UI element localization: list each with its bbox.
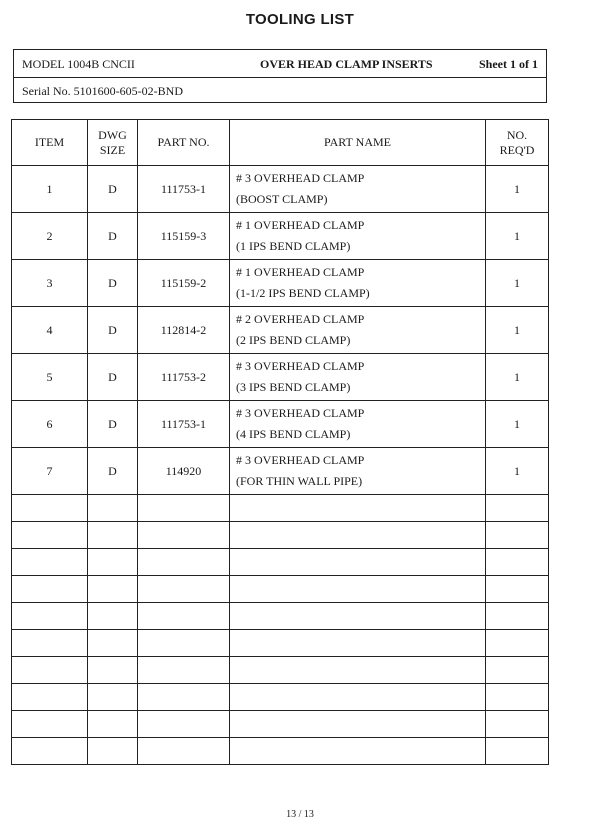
inserts-title: OVER HEAD CLAMP INSERTS	[260, 57, 433, 71]
table-row	[12, 354, 549, 401]
part-name-cell: # 1 OVERHEAD CLAMP (1 IPS BEND CLAMP)	[230, 213, 486, 260]
part-name-cell: # 3 OVERHEAD CLAMP (3 IPS BEND CLAMP)	[230, 354, 486, 401]
blank-cell	[138, 738, 230, 765]
table-row	[12, 213, 549, 260]
blank-row	[12, 657, 549, 684]
blank-cell	[12, 657, 88, 684]
blank-cell	[230, 630, 486, 657]
item-cell: 4	[12, 307, 88, 354]
item-cell: 6	[12, 401, 88, 448]
dwg-size-cell: D	[88, 260, 138, 307]
blank-cell	[486, 738, 549, 765]
table-row	[12, 448, 549, 495]
blank-cell	[88, 522, 138, 549]
req-cell: 1	[486, 401, 549, 448]
blank-cell	[230, 684, 486, 711]
blank-cell	[88, 630, 138, 657]
blank-row	[12, 522, 549, 549]
header-top-row	[14, 50, 546, 78]
part-name-cell: # 3 OVERHEAD CLAMP (FOR THIN WALL PIPE)	[230, 448, 486, 495]
blank-cell	[88, 549, 138, 576]
col-header-part-name: PART NAME	[230, 120, 486, 166]
col-header-part-no: PART NO.	[138, 120, 230, 166]
dwg-size-cell: D	[88, 307, 138, 354]
part-no-cell: 111753-1	[138, 166, 230, 213]
part-name-cell: # 1 OVERHEAD CLAMP (1-1/2 IPS BEND CLAMP)	[230, 260, 486, 307]
blank-cell	[230, 738, 486, 765]
table-row	[12, 307, 549, 354]
model-label: MODEL 1004B CNCII	[22, 57, 135, 71]
table-row	[12, 401, 549, 448]
tooling-table	[11, 119, 549, 765]
blank-row	[12, 549, 549, 576]
dwg-size-cell: D	[88, 354, 138, 401]
blank-cell	[12, 630, 88, 657]
blank-cell	[230, 549, 486, 576]
dwg-size-cell: D	[88, 401, 138, 448]
blank-row	[12, 603, 549, 630]
part-no-cell: 111753-2	[138, 354, 230, 401]
document-header	[13, 49, 547, 103]
item-cell: 2	[12, 213, 88, 260]
blank-cell	[12, 549, 88, 576]
blank-cell	[486, 603, 549, 630]
part-no-cell: 115159-2	[138, 260, 230, 307]
blank-cell	[88, 738, 138, 765]
blank-cell	[486, 630, 549, 657]
dwg-size-cell: D	[88, 166, 138, 213]
blank-row	[12, 684, 549, 711]
blank-row	[12, 738, 549, 765]
req-cell: 1	[486, 260, 549, 307]
blank-cell	[12, 522, 88, 549]
part-name-cell: # 3 OVERHEAD CLAMP (BOOST CLAMP)	[230, 166, 486, 213]
blank-cell	[230, 522, 486, 549]
blank-row	[12, 711, 549, 738]
req-cell: 1	[486, 166, 549, 213]
blank-cell	[88, 576, 138, 603]
blank-cell	[230, 495, 486, 522]
req-cell: 1	[486, 354, 549, 401]
part-no-cell: 112814-2	[138, 307, 230, 354]
table-row	[12, 260, 549, 307]
blank-cell	[138, 522, 230, 549]
col-header-req: NO. REQ'D	[486, 120, 549, 166]
blank-cell	[138, 495, 230, 522]
blank-row	[12, 495, 549, 522]
dwg-size-cell: D	[88, 448, 138, 495]
blank-cell	[12, 684, 88, 711]
table-row	[12, 166, 549, 213]
blank-cell	[12, 495, 88, 522]
blank-cell	[138, 657, 230, 684]
blank-cell	[138, 603, 230, 630]
blank-cell	[88, 684, 138, 711]
col-header-dwg-size: DWG SIZE	[88, 120, 138, 166]
page-number: 13 / 13	[286, 809, 314, 820]
part-no-cell: 111753-1	[138, 401, 230, 448]
req-cell: 1	[486, 307, 549, 354]
blank-cell	[88, 603, 138, 630]
blank-cell	[12, 603, 88, 630]
blank-cell	[230, 657, 486, 684]
sheet-number: Sheet 1 of 1	[479, 57, 538, 71]
table-header-row	[12, 120, 549, 166]
req-cell: 1	[486, 448, 549, 495]
blank-cell	[486, 576, 549, 603]
serial-number: Serial No. 5101600-605-02-BND	[22, 84, 183, 98]
page-title: TOOLING LIST	[245, 11, 355, 28]
req-cell: 1	[486, 213, 549, 260]
blank-cell	[88, 657, 138, 684]
blank-cell	[12, 576, 88, 603]
item-cell: 1	[12, 166, 88, 213]
part-no-cell: 115159-3	[138, 213, 230, 260]
item-cell: 3	[12, 260, 88, 307]
blank-cell	[138, 576, 230, 603]
blank-cell	[486, 657, 549, 684]
blank-cell	[138, 549, 230, 576]
blank-cell	[230, 603, 486, 630]
item-cell: 7	[12, 448, 88, 495]
item-cell: 5	[12, 354, 88, 401]
blank-cell	[88, 495, 138, 522]
col-header-item: ITEM	[12, 120, 88, 166]
blank-cell	[88, 711, 138, 738]
part-no-cell: 114920	[138, 448, 230, 495]
blank-cell	[486, 522, 549, 549]
blank-row	[12, 576, 549, 603]
blank-cell	[138, 684, 230, 711]
blank-cell	[138, 711, 230, 738]
part-name-cell: # 2 OVERHEAD CLAMP (2 IPS BEND CLAMP)	[230, 307, 486, 354]
blank-cell	[486, 684, 549, 711]
blank-cell	[12, 711, 88, 738]
blank-cell	[12, 738, 88, 765]
blank-cell	[230, 576, 486, 603]
blank-cell	[486, 549, 549, 576]
blank-cell	[138, 630, 230, 657]
part-name-cell: # 3 OVERHEAD CLAMP (4 IPS BEND CLAMP)	[230, 401, 486, 448]
blank-cell	[486, 495, 549, 522]
blank-cell	[486, 711, 549, 738]
dwg-size-cell: D	[88, 213, 138, 260]
blank-row	[12, 630, 549, 657]
blank-cell	[230, 711, 486, 738]
